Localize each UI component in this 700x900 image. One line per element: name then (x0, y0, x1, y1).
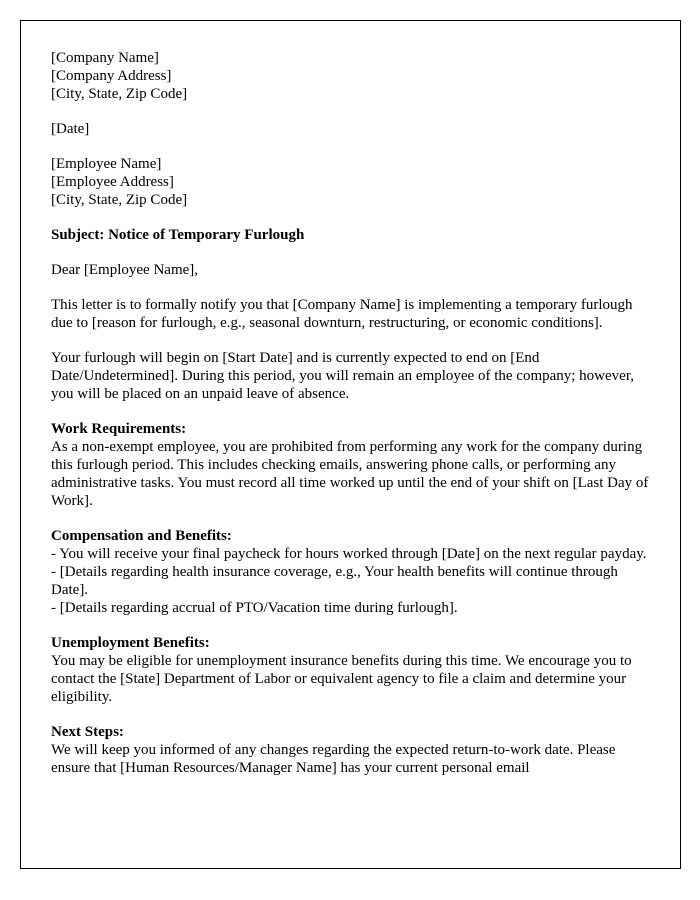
sender-company-address: [Company Address] (51, 68, 172, 84)
compensation-item-paycheck: - You will receive your final paycheck for hours worked through [Date] on the next regular payday. (51, 546, 647, 562)
sender-company-name: [Company Name] (51, 50, 159, 66)
section-unemployment-benefits (51, 634, 650, 706)
section-heading-compensation-benefits: Compensation and Benefits: (51, 528, 232, 544)
section-compensation-benefits (51, 527, 650, 617)
section-body-work-requirements: As a non-exempt employee, you are prohibited from performing any work for the company during this furlough period. This includes checking emails, answering phone calls, or performing any administrative tasks. You must record all time worked up until the end of your shift on [Last Day of Work]. (51, 439, 649, 509)
sender-city-state-zip: [City, State, Zip Code] (51, 86, 188, 102)
section-work-requirements (51, 420, 650, 510)
section-next-steps (51, 723, 650, 777)
recipient-city-state-zip: [City, State, Zip Code] (51, 192, 188, 208)
recipient-address-block (51, 155, 650, 209)
letter-date: [Date] (51, 121, 90, 137)
section-heading-unemployment-benefits: Unemployment Benefits: (51, 635, 210, 651)
compensation-item-health-insurance: - [Details regarding health insurance coverage, e.g., Your health benefits will continue through Date]. (51, 564, 618, 598)
section-heading-work-requirements: Work Requirements: (51, 421, 187, 437)
date-block (51, 120, 650, 138)
furlough-dates-paragraph: Your furlough will begin on [Start Date] and is currently expected to end on [End Date/Undetermined]. During this period, you will remain an employee of the company; however, you will be placed on an unpaid leave of absence. (51, 350, 634, 402)
section-heading-next-steps: Next Steps: (51, 724, 124, 740)
compensation-item-pto-accrual: - [Details regarding accrual of PTO/Vacation time during furlough]. (51, 600, 458, 616)
sender-address-block (51, 49, 650, 103)
subject-line: Subject: Notice of Temporary Furlough (51, 227, 305, 243)
section-body-next-steps: We will keep you informed of any changes regarding the expected return-to-work date. Please ensure that [Human Resources/Manager Name] has your current personal email (51, 742, 616, 776)
recipient-name: [Employee Name] (51, 156, 162, 172)
salutation: Dear [Employee Name], (51, 262, 199, 278)
recipient-address: [Employee Address] (51, 174, 174, 190)
intro-paragraph: This letter is to formally notify you that [Company Name] is implementing a temporary furlough due to [reason for furlough, e.g., seasonal downturn, restructuring, or economic conditions]. (51, 297, 633, 331)
section-body-unemployment-benefits: You may be eligible for unemployment insurance benefits during this time. We encourage you to contact the [State] Department of Labor or equivalent agency to file a claim and determine your eligibility. (51, 653, 632, 705)
letter-sheet (20, 20, 681, 869)
